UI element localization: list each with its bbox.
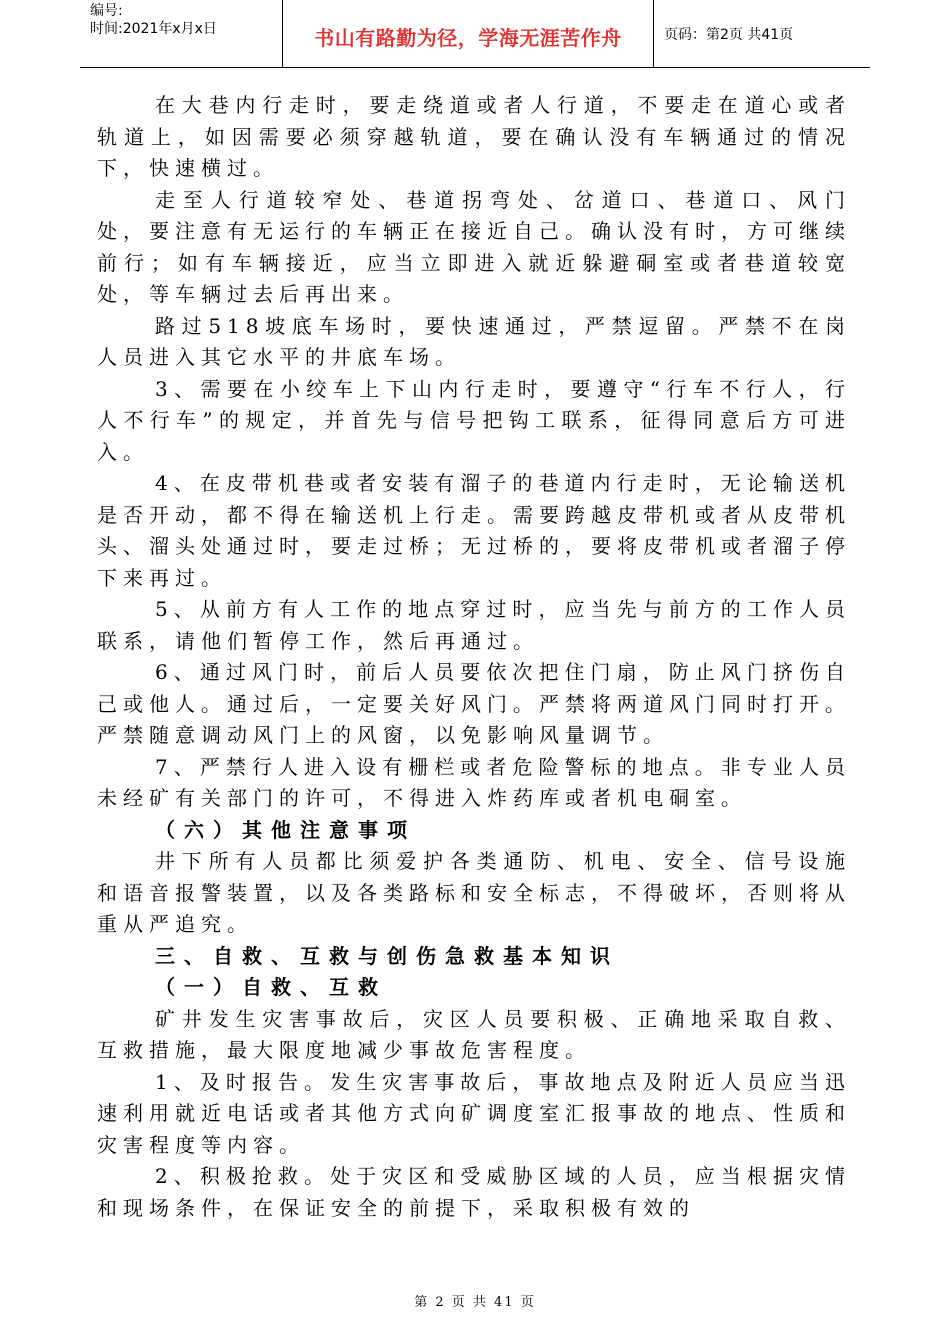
paragraph: 2、积极抢救。处于灾区和受威胁区域的人员，应当根据灾情和现场条件，在保证安全的前提下，采取积极有效的 [97, 1164, 851, 1220]
document-date-label: 时间:2021年x月x日 [90, 21, 217, 37]
header-motto: 书山有路勤为径，学海无涯苦作舟 [314, 26, 622, 50]
paragraph: 路过518坡底车场时，要快速通过，严禁逗留。严禁不在岗人员进入其它水平的井底车场。 [97, 313, 851, 369]
page-header [80, 0, 870, 68]
paragraph: 1、及时报告。发生灾害事故后，事故地点及附近人员应当迅速利用就近电话或者其他方式向矿调度室汇报事故的地点、性质和灾害程度等内容。 [97, 1069, 851, 1157]
paragraph: 井下所有人员都比须爱护各类通防、机电、安全、信号设施和语音报警装置，以及各类路标和安全标志，不得破坏，否则将从重从严追究。 [97, 849, 851, 936]
paragraph: 4、在皮带机巷或者安装有溜子的巷道内行走时，无论输送机是否开动，都不得在输送机上行走。需要跨越皮带机或者从皮带机头、溜头处通过时，要走过桥；无过桥的，要将皮带机或者溜子停下来再过。 [97, 471, 851, 590]
header-page-number: 页码：第2页 共41页 [664, 27, 794, 43]
paragraph: 在大巷内行走时，要走绕道或者人行道，不要走在道心或者轨道上，如因需要必须穿越轨道，要在确认没有车辆通过的情况下，快速横过。 [97, 93, 851, 180]
document-number-label: 编号: [90, 3, 123, 19]
paragraph: 7、严禁行人进入设有栅栏或者危险警标的地点。非专业人员未经矿有关部门的许可，不得进入炸药库或者机电硐室。 [97, 754, 851, 810]
document-body [97, 90, 851, 1224]
header-divider [653, 0, 654, 68]
header-rule [80, 67, 870, 68]
subsection-heading: （一）自救、互救 [155, 975, 387, 999]
page-footer: 第 2 页 共 41 页 [414, 1295, 536, 1310]
paragraph: 矿井发生灾害事故后，灾区人员要积极、正确地采取自救、互救措施，最大限度地减少事故危害程度。 [97, 1006, 851, 1062]
paragraph: 6、通过风门时，前后人员要依次把住门扇，防止风门挤伤自己或他人。通过后，一定要关好风门。严禁将两道风门同时打开。严禁随意调动风门上的风窗，以免影响风量调节。 [97, 660, 851, 747]
header-meta [90, 2, 217, 38]
paragraph: 5、从前方有人工作的地点穿过时，应当先与前方的工作人员联系，请他们暂停工作，然后再通过。 [97, 597, 851, 653]
section-heading: 三、自救、互救与创伤急救基本知识 [155, 943, 619, 968]
paragraph: 3、需要在小绞车上下山内行走时，要遵守“行车不行人，行人不行车”的规定，并首先与信号把钩工联系，征得同意后方可进入。 [97, 376, 851, 464]
section-heading: （六）其他注意事项 [155, 817, 416, 842]
paragraph: 走至人行道较窄处、巷道拐弯处、岔道口、巷道口、风门处，要注意有无运行的车辆正在接近自己。确认没有时，方可继续前行；如有车辆接近，应当立即进入就近躲避硐室或者巷道较宽处，等车辆过去后再出来。 [97, 187, 851, 306]
